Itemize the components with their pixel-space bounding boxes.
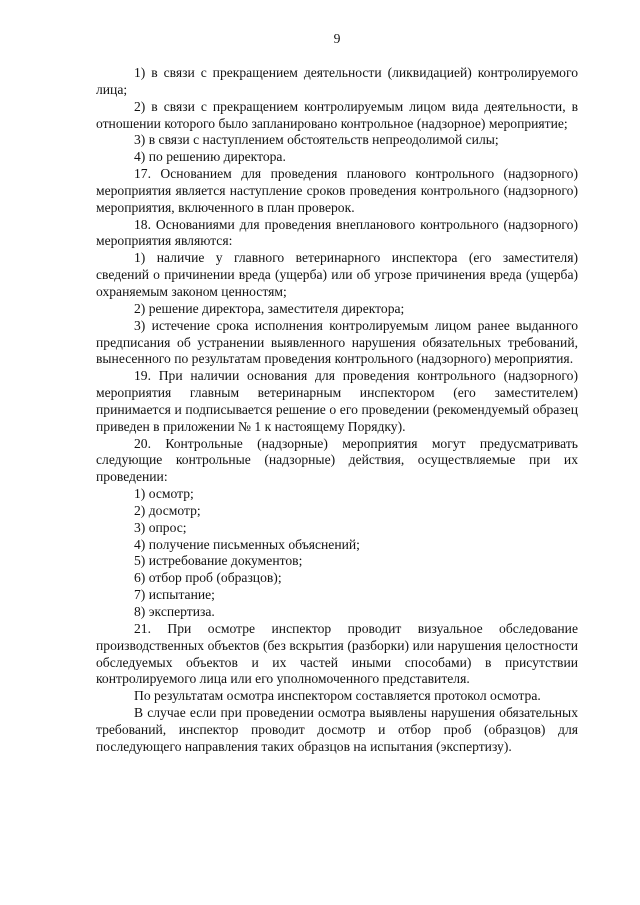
paragraph-inspection-protocol: По результатам осмотра инспектором составляется протокол осмотра. [134,688,541,704]
paragraph-termination-liquidation: 1) в связи с прекращением деятельности (ликвидацией) контролируемого лица; [96,65,578,97]
list-item-sampling: 6) отбор проб (образцов); [134,570,282,586]
list-item-survey: 3) опрос; [134,519,187,535]
paragraph-20: 20. Контрольные (надзорные) мероприятия могут предусматривать следующие контрольные (надзорные) действия, осуществляемые при их проведении: [96,435,578,485]
list-item-testing: 7) испытание; [134,587,215,603]
paragraph-18: 18. Основаниями для проведения внепланового контрольного (надзорного) мероприятия являются: [96,216,578,249]
paragraph-18-item-1: 1) наличие у главного ветеринарного инспектора (его заместителя) сведений о причинении вреда (ущерба) или об угрозе причинения вреда (ущерба) охраняемым законом ценностям; [96,250,578,299]
page-number: 9 [333,31,341,46]
list-item-expertise: 8) экспертиза. [134,604,215,619]
list-item-inspection: 1) осмотр; [134,486,194,502]
paragraph-violations-found: В случае если при проведении осмотра выявлены нарушения обязательных требований, инспектор проводит досмотр и отбор проб (образцов) для последующего направления таких образцов на испытания (экспертизу). [96,705,578,754]
paragraph-force-majeure: 3) в связи с наступлением обстоятельств непреодолимой силы; [134,132,499,148]
paragraph-18-item-3: 3) истечение срока исполнения контролируемым лицом ранее выданного предписания об устранении выявленного нарушения обязательных требований, вынесенного по результатам проведения контрольного (надзорного) мероприятия. [96,317,578,367]
paragraph-17: 17. Основанием для проведения планового контрольного (надзорного) мероприятия является наступление сроков проведения контрольного (надзорного) мероприятия, включенного в план проверок. [96,166,578,215]
list-item-documents-request: 5) истребование документов; [134,553,303,569]
paragraph-termination-activity: 2) в связи с прекращением контролируемым лицом вида деятельности, в отношении которого было запланировано контрольное (надзорное) мероприятие; [96,98,578,131]
paragraph-21: 21. При осмотре инспектор проводит визуальное обследование производственных объектов (без вскрытия (разборки) или нарушения целостности обследуемых объектов и их частей иными способами) в присутствии контролируемого лица или его уполномоченного представителя. [96,620,578,687]
paragraph-18-item-2: 2) решение директора, заместителя директора; [134,300,405,316]
paragraph-director-decision: 4) по решению директора. [134,149,286,165]
paragraph-19: 19. При наличии основания для проведения контрольного (надзорного) мероприятия главным ветеринарным инспектором (его заместителем) принимается и подписывается решение о его проведении (рекомендуемый образец приведен в приложении № 1 к настоящему Порядку). [96,368,578,434]
list-item-written-explanations: 4) получение письменных объяснений; [134,536,360,552]
list-item-search: 2) досмотр; [134,502,201,518]
